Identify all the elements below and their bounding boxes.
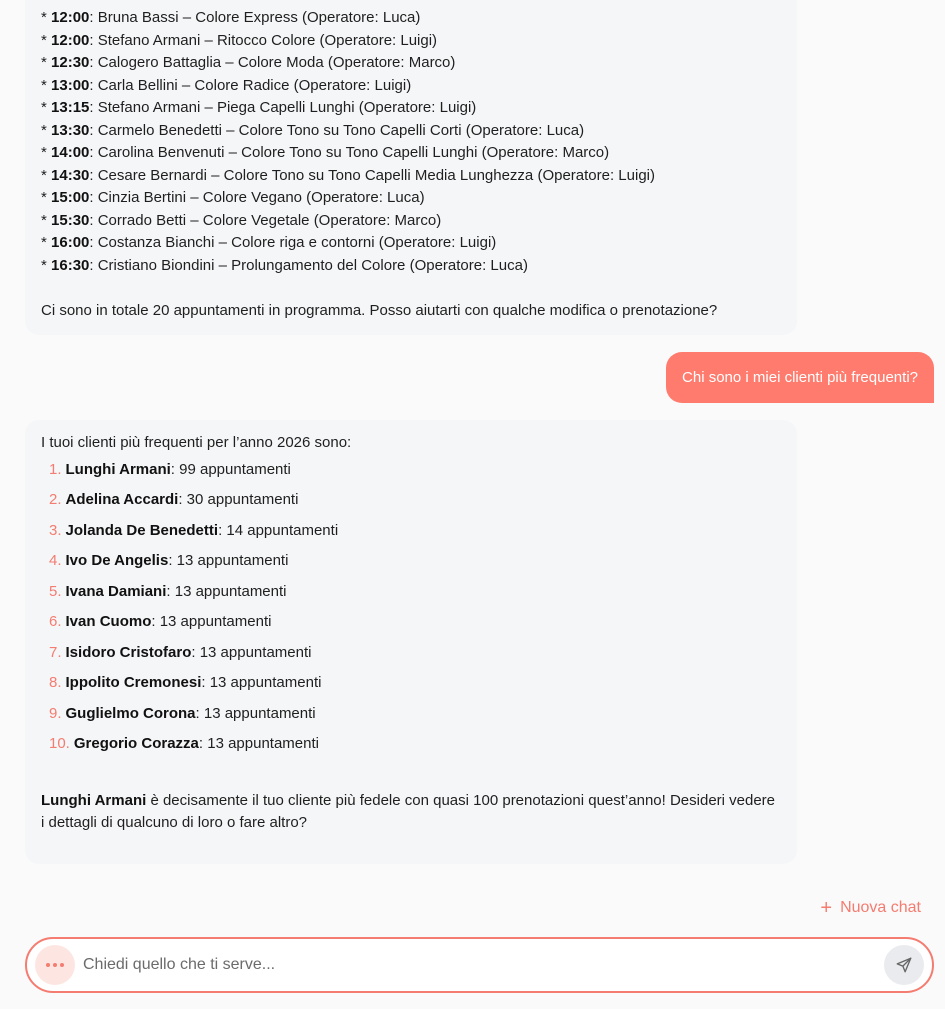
rank-number: 6. [49,613,62,630]
new-chat-label: Nuova chat [840,899,921,916]
appointment-count: : 13 appuntamenti [168,552,289,569]
appointment-time: 12:00 [51,31,90,49]
assistant-message [25,0,797,335]
appointment-time: 15:00 [51,189,90,206]
appointment-count: : 13 appuntamenti [191,643,312,661]
appointment-line: * 14:30: Cesare Bernardi – Colore Tono su Tono Capelli Media Lunghezza (Operatore: Luigi) [41,166,655,184]
appointment-line: * 15:00: Cinzia Bertini – Colore Vegano (Operatore: Luca) [41,189,425,206]
rank-number: 4. [49,552,62,569]
list-item [41,611,781,642]
appointment-line: * 15:30: Corrado Betti – Colore Vegetale (Operatore: Marco) [41,211,442,229]
appointment-line: * 13:30: Carmelo Benedetti – Colore Tono su Tono Capelli Corti (Operatore: Luca) [41,121,585,139]
appointment-count: : 13 appuntamenti [166,582,287,600]
list-item [41,489,781,520]
list-item [41,520,781,551]
appointment-time: 14:00 [51,144,90,161]
client-name: Isidoro Cristofaro [65,643,192,661]
appointment-count: : 30 appuntamenti [178,491,299,508]
appointment-line: * 16:30: Cristiano Biondini – Prolungamento del Colore (Operatore: Luca) [41,256,528,274]
rank-number: 5. [49,582,62,600]
list-item [41,581,781,612]
appointment-line: * 12:00: Bruna Bassi – Colore Express (Operatore: Luca) [41,9,421,26]
list-item [41,672,781,703]
appointment-time: 16:30 [51,256,90,274]
client-name: Guglielmo Corona [65,704,196,722]
appointment-count: : 13 appuntamenti [201,674,322,691]
appointment-list [41,7,781,277]
frequent-clients-list [41,459,781,764]
appointment-line: * 13:15: Stefano Armani – Piega Capelli Lunghi (Operatore: Luigi) [41,99,477,116]
rank-number: 10. [49,735,70,752]
client-name: Ippolito Cremonesi [65,674,202,691]
plus-icon: + [820,897,833,919]
more-options-button[interactable] [35,945,75,985]
more-horizontal-icon-dot [60,963,64,967]
appointment-line: * 16:00: Costanza Bianchi – Colore riga e contorni (Operatore: Luigi) [41,234,497,251]
appointment-line: * 13:00: Carla Bellini – Colore Radice (Operatore: Luigi) [41,76,412,94]
appointment-count: : 13 appuntamenti [151,613,272,630]
appointment-line: * 14:00: Carolina Benvenuti – Colore Tono su Tono Capelli Lunghi (Operatore: Marco) [41,144,610,161]
rank-number: 8. [49,674,62,691]
rank-number: 9. [49,704,62,722]
chat-input[interactable] [83,956,884,974]
appointment-line: * 12:30: Calogero Battaglia – Colore Moda (Operatore: Marco) [41,54,456,71]
client-name: Ivan Cuomo [65,613,152,630]
client-name: Gregorio Corazza [73,735,199,752]
appointment-line: * 12:00: Stefano Armani – Ritocco Colore (Operatore: Luigi) [41,31,438,49]
list-item [41,733,781,764]
client-name: Ivo De Angelis [65,552,169,569]
rank-number: 7. [49,643,62,661]
appointment-count: : 99 appuntamenti [170,460,291,478]
more-horizontal-icon-dot [53,963,57,967]
send-button[interactable] [884,945,924,985]
rank-number: 2. [49,491,62,508]
appointment-count: : 13 appuntamenti [195,704,316,722]
rank-number: 1. [49,460,62,478]
appointment-time: 12:00 [51,9,90,26]
client-name: Jolanda De Benedetti [65,521,219,539]
appointment-count: : 14 appuntamenti [218,521,339,539]
client-name: Adelina Accardi [65,491,179,508]
message-composer [25,937,934,993]
clients-closing: Lunghi Armani è decisamente il tuo cliente più fedele con quasi 100 prenotazioni quest’anno! Desideri vedere i dettagli di qualcuno di loro o fare altro? [41,791,776,831]
list-item [41,642,781,673]
appointment-time: 13:15 [51,99,90,116]
appointment-time: 14:30 [51,166,90,184]
list-item [41,459,781,490]
assistant-message [25,420,797,864]
rank-number: 3. [49,521,62,539]
clients-intro: I tuoi clienti più frequenti per l’anno 2026 sono: [41,434,352,451]
client-name: Lunghi Armani [65,460,171,478]
appointment-time: 13:00 [51,76,90,94]
list-item [41,550,781,581]
appointment-time: 15:30 [51,211,90,229]
appointment-time: 12:30 [51,54,90,71]
user-message: Chi sono i miei clienti più frequenti? [666,352,934,403]
send-icon [895,956,913,974]
more-horizontal-icon [46,963,50,967]
new-chat-button[interactable] [820,896,921,920]
appointment-count: : 13 appuntamenti [198,735,319,752]
list-item [41,703,781,734]
appointment-time: 13:30 [51,121,90,139]
appointment-summary: Ci sono in totale 20 appuntamenti in programma. Posso aiutarti con qualche modifica o prenotazione? [41,301,718,319]
client-name: Ivana Damiani [65,582,167,600]
appointment-time: 16:00 [51,234,90,251]
